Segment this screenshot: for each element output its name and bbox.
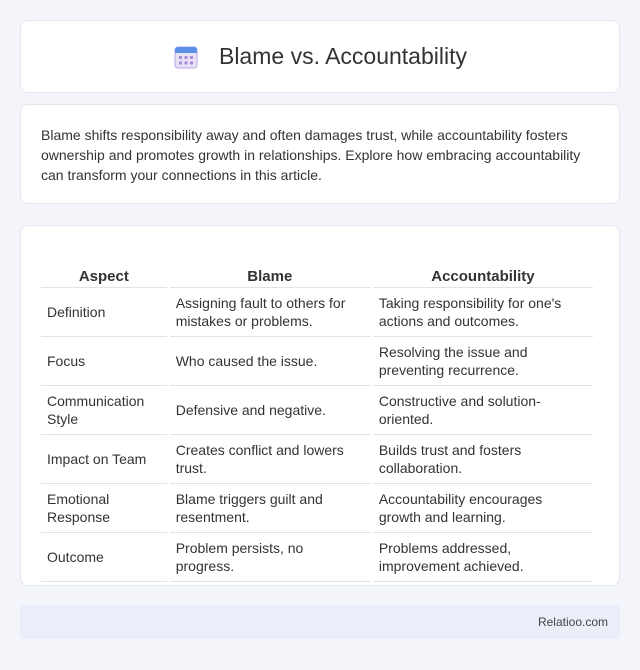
accountability-cell: Accountability encourages growth and learning. (373, 484, 593, 533)
table-row (41, 533, 593, 582)
table-header-row (41, 246, 593, 288)
aspect-cell: Communication Style (41, 386, 167, 435)
accountability-cell: Taking responsibility for one's actions and outcomes. (373, 288, 593, 337)
footer (20, 605, 620, 639)
aspect-cell: Focus (41, 337, 167, 386)
header-aspect: Aspect (41, 246, 167, 288)
aspect-cell: Definition (41, 288, 167, 337)
page-title: Blame vs. Accountability (218, 43, 467, 69)
accountability-cell: Builds trust and fosters collaboration. (373, 435, 593, 484)
table-row (41, 337, 593, 386)
blame-cell: Problem persists, no progress. (170, 533, 370, 582)
accountability-cell: Problems addressed, improvement achieved. (373, 533, 593, 582)
calendar-icon (173, 44, 199, 70)
blame-cell: Creates conflict and lowers trust. (170, 435, 370, 484)
aspect-cell: Outcome (41, 533, 167, 582)
blame-cell: Assigning fault to others for mistakes or problems. (170, 288, 370, 337)
table-row (41, 435, 593, 484)
aspect-cell: Impact on Team (41, 435, 167, 484)
blame-cell: Blame triggers guilt and resentment. (170, 484, 370, 533)
header-card (20, 20, 620, 93)
blame-cell: Who caused the issue. (170, 337, 370, 386)
intro-card (20, 104, 620, 204)
header-blame: Blame (170, 246, 370, 288)
comparison-table-card (20, 225, 620, 586)
accountability-cell: Resolving the issue and preventing recurrence. (373, 337, 593, 386)
table-row (41, 386, 593, 435)
footer-site-link[interactable]: Relatioo.com (537, 615, 608, 629)
comparison-table (38, 246, 596, 582)
intro-text: Blame shifts responsibility away and often damages trust, while accountability fosters ownership and promotes growth in relationships. Explore how embracing accountability can transform your connections in this article. (41, 127, 581, 183)
accountability-cell: Constructive and solution-oriented. (373, 386, 593, 435)
blame-cell: Defensive and negative. (170, 386, 370, 435)
header-accountability: Accountability (373, 246, 593, 288)
aspect-cell: Emotional Response (41, 484, 167, 533)
table-row (41, 484, 593, 533)
table-row (41, 288, 593, 337)
